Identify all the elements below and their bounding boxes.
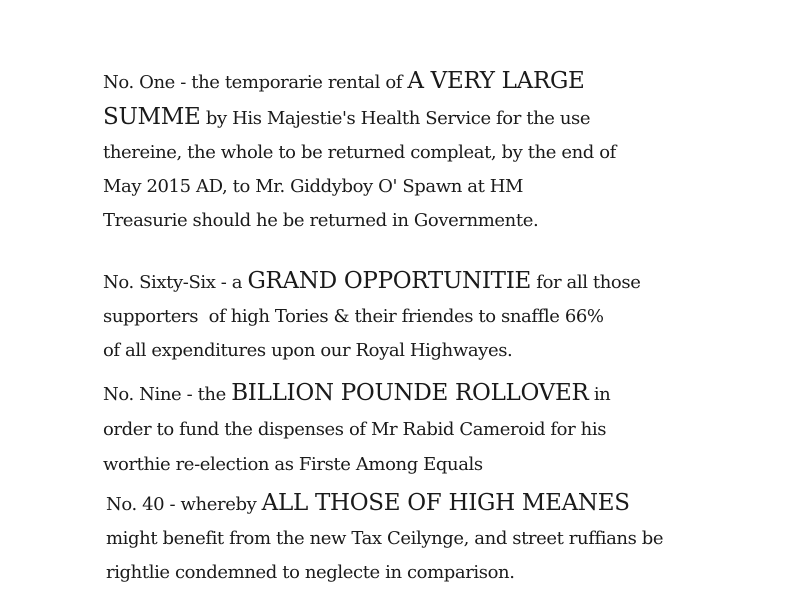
emphasis-text: ALL THOSE OF HIGH MEANES bbox=[261, 490, 630, 516]
paragraph-no-nine bbox=[103, 376, 610, 482]
paragraph-no-one bbox=[103, 64, 616, 238]
text-line bbox=[103, 376, 610, 412]
text-line: might benefit from the new Tax Ceilynge, and street ruffians be bbox=[106, 528, 664, 549]
text-line: order to fund the dispenses of Mr Rabid Cameroid for his bbox=[103, 419, 607, 440]
text-run: by His Majestie's Health Service for the use bbox=[200, 108, 591, 129]
text-line bbox=[103, 100, 616, 136]
emphasis-text: BILLION POUNDE ROLLOVER bbox=[231, 380, 589, 406]
text-run: No. 40 - whereby bbox=[106, 494, 262, 515]
text-run: No. Sixty-Six - a bbox=[103, 272, 248, 293]
text-run: in bbox=[588, 384, 611, 405]
text-run: No. Nine - the bbox=[103, 384, 232, 405]
text-line bbox=[106, 486, 663, 522]
emphasis-text: A VERY LARGE bbox=[407, 68, 585, 94]
text-line: supporters of high Tories & their friendes to snaffle 66% bbox=[103, 306, 604, 327]
text-line bbox=[103, 64, 616, 100]
emphasis-text: SUMME bbox=[103, 104, 201, 130]
paragraph-no-40 bbox=[106, 486, 663, 590]
text-line: of all expenditures upon our Royal Highwayes. bbox=[103, 340, 513, 361]
text-line: Treasurie should he be returned in Governmente. bbox=[103, 210, 539, 231]
text-run: for all those bbox=[530, 272, 641, 293]
emphasis-text: GRAND OPPORTUNITIE bbox=[247, 268, 531, 294]
text-line bbox=[103, 264, 640, 300]
text-line: May 2015 AD, to Mr. Giddyboy O' Spawn at HM bbox=[103, 176, 524, 197]
text-line: thereine, the whole to be returned compleat, by the end of bbox=[103, 142, 616, 163]
text-line: rightlie condemned to neglecte in comparison. bbox=[106, 562, 515, 583]
text-run: No. One - the temporarie rental of bbox=[103, 72, 408, 93]
text-line: worthie re-election as Firste Among Equals bbox=[103, 454, 483, 475]
paragraph-no-sixty-six bbox=[103, 264, 640, 368]
